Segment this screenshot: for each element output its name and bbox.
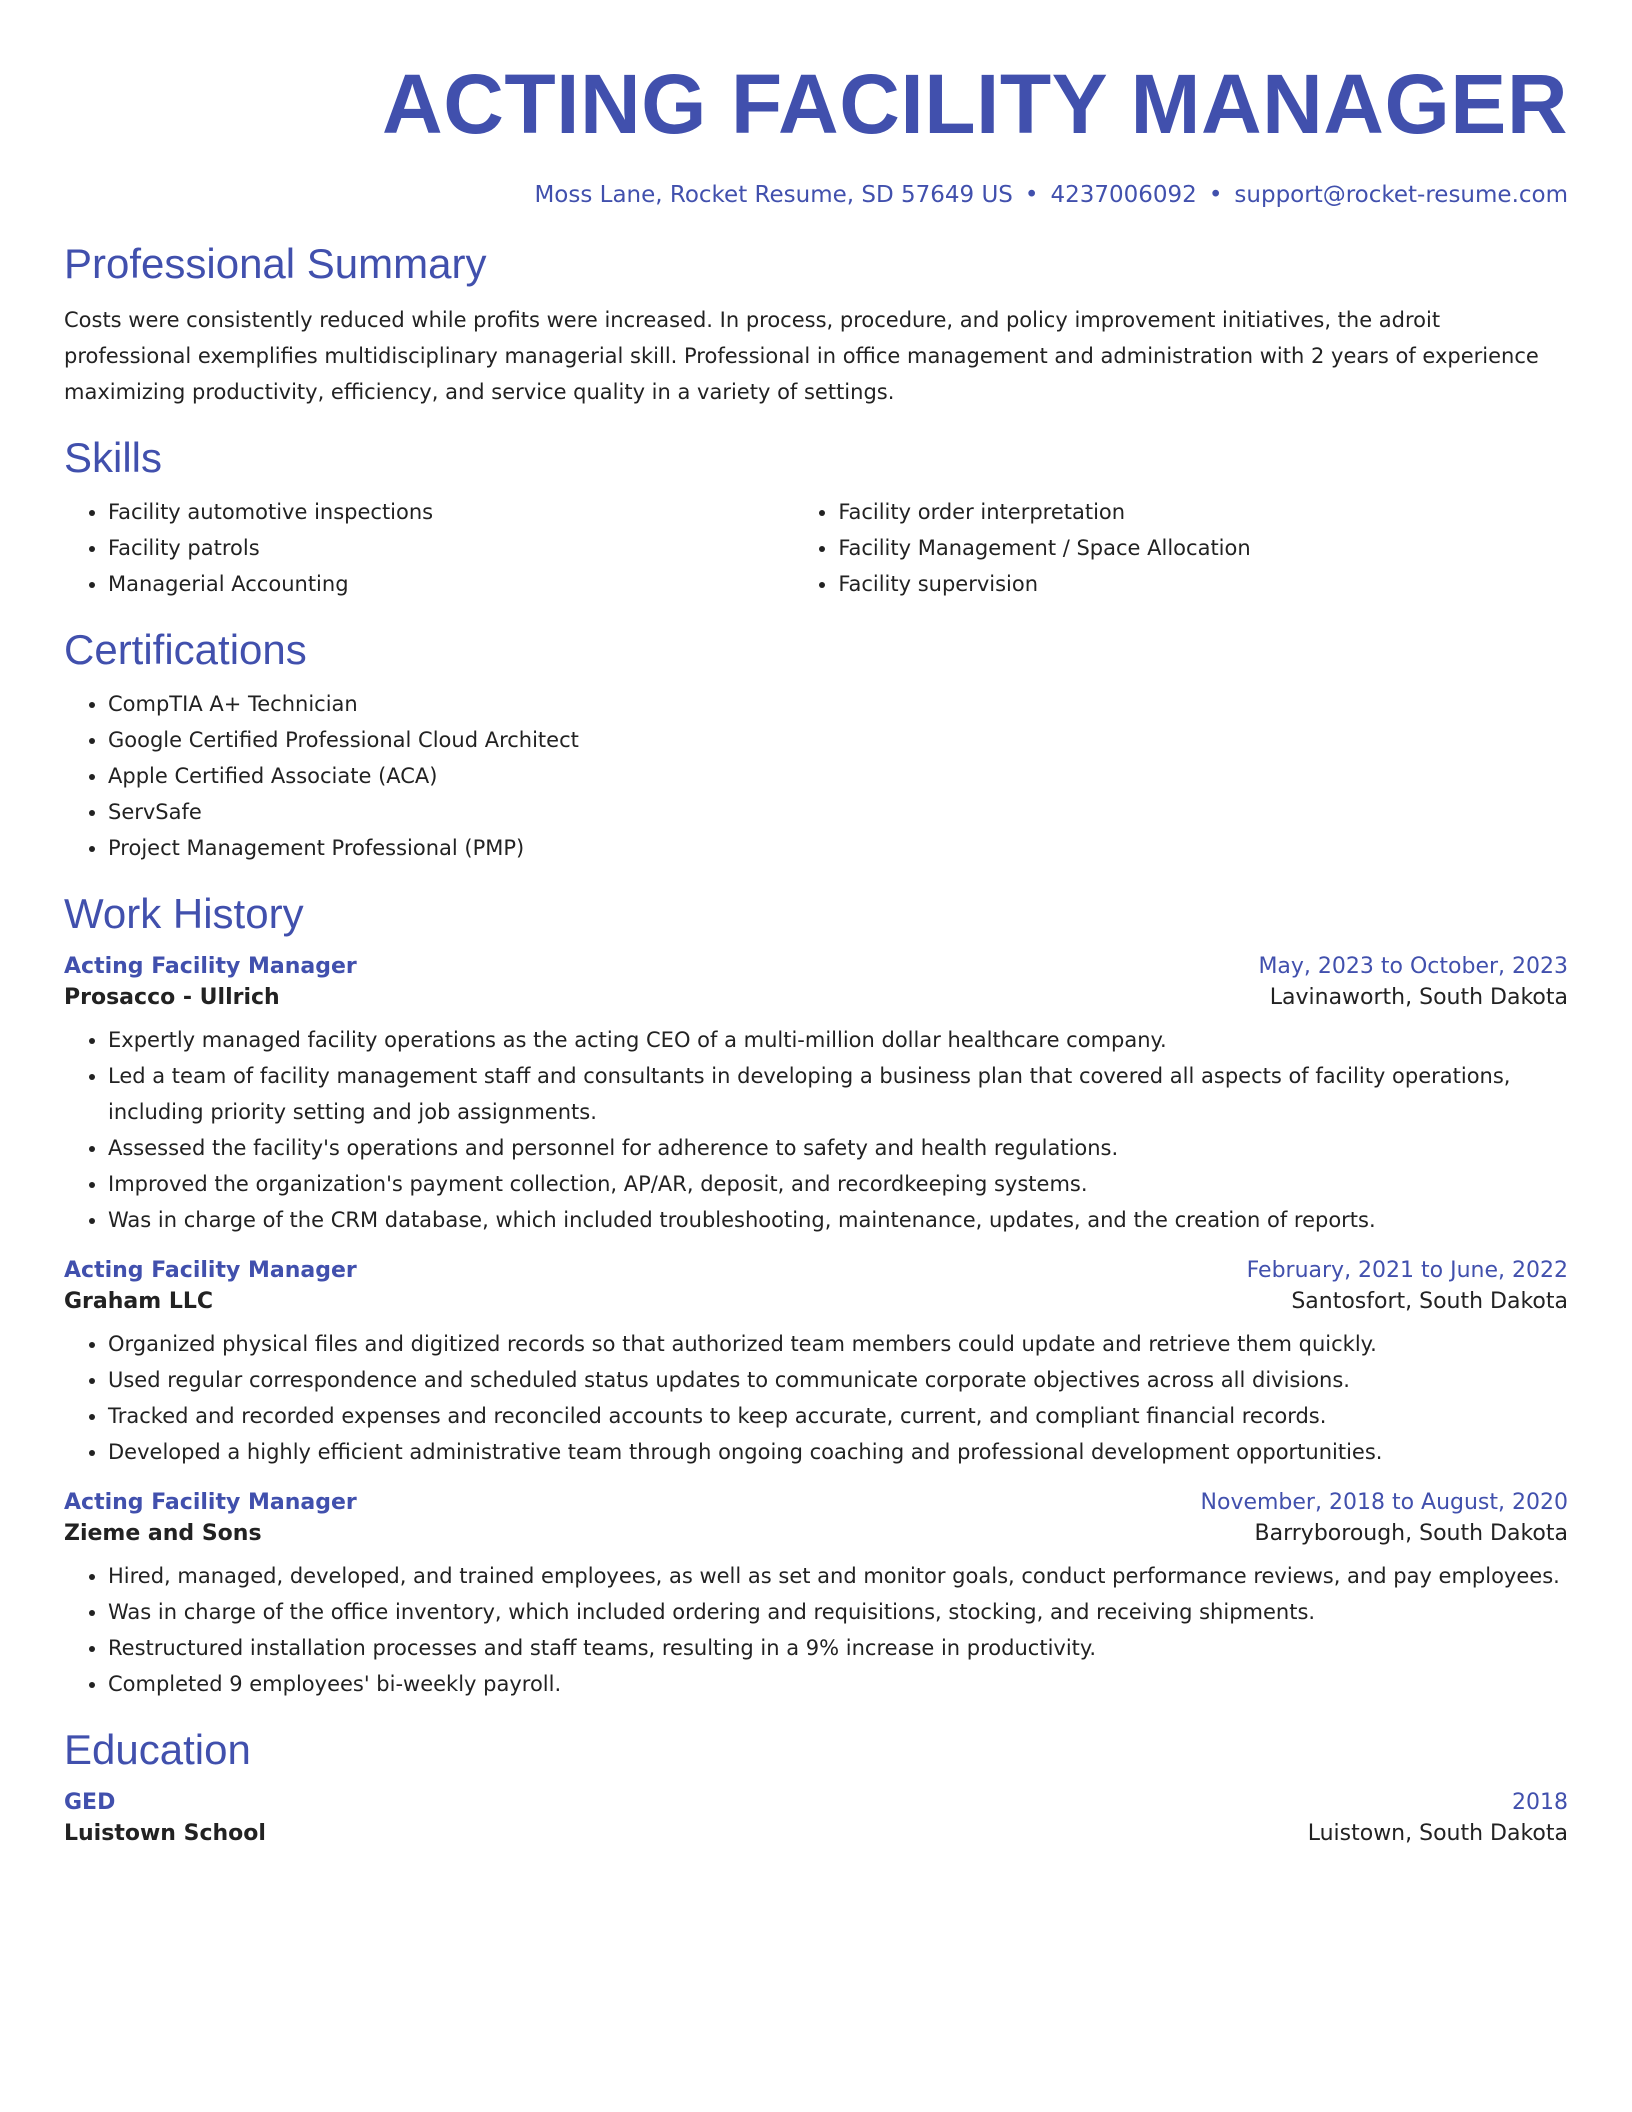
certification-item: • CompTIA A+ Technician bbox=[108, 686, 1568, 722]
education-section bbox=[64, 1724, 1568, 1846]
job-bullets bbox=[64, 1022, 1568, 1238]
work-history-section bbox=[64, 888, 1568, 1702]
education-entry bbox=[64, 1790, 1568, 1846]
separator-dot: • bbox=[1024, 182, 1039, 208]
job-title: Acting Facility Manager bbox=[64, 954, 357, 979]
job-bullet: • Expertly managed facility operations as the acting CEO of a multi-million dollar healthcare company. bbox=[108, 1022, 1568, 1058]
job-company-row bbox=[64, 1521, 1568, 1546]
skill-item: • Facility automotive inspections bbox=[108, 494, 794, 530]
skills-list-right bbox=[794, 494, 1568, 602]
school-name: Luistown School bbox=[64, 1821, 266, 1846]
education-degree-row bbox=[64, 1790, 1568, 1815]
job-title-row bbox=[64, 1258, 1568, 1283]
job-bullet: • Was in charge of the office inventory, which included ordering and requisitions, stocking, and receiving shipments. bbox=[108, 1594, 1568, 1630]
company-name: Graham LLC bbox=[64, 1289, 214, 1314]
skills-grid bbox=[64, 494, 1568, 602]
job-location: Lavinaworth, South Dakota bbox=[1269, 985, 1568, 1010]
resume-header bbox=[64, 56, 1568, 208]
skill-item: • Facility supervision bbox=[838, 566, 1568, 602]
job-dates: November, 2018 to August, 2020 bbox=[1200, 1490, 1568, 1515]
separator-dot: • bbox=[1208, 182, 1223, 208]
summary-section bbox=[64, 238, 1568, 410]
job-entry bbox=[64, 1490, 1568, 1702]
job-company-row bbox=[64, 1289, 1568, 1314]
job-location: Santosfort, South Dakota bbox=[1291, 1289, 1568, 1314]
email-link[interactable]: support@rocket-resume.com bbox=[1234, 182, 1568, 208]
job-entry bbox=[64, 954, 1568, 1238]
job-bullet: • Improved the organization's payment collection, AP/AR, deposit, and recordkeeping systems. bbox=[108, 1166, 1568, 1202]
contact-line bbox=[64, 182, 1568, 208]
skill-item: • Facility patrols bbox=[108, 530, 794, 566]
certification-item: • ServSafe bbox=[108, 794, 1568, 830]
summary-text: Costs were consistently reduced while profits were increased. In process, procedure, and policy improvement initiatives, the adroit professional exemplifies multidisciplinary managerial skill. Professional in office management and administration with 2 years of experience maximizing productivity, efficiency, and service quality in a variety of settings. bbox=[64, 308, 1539, 404]
job-bullet: • Organized physical files and digitized records so that authorized team members could update and retrieve them quickly. bbox=[108, 1326, 1568, 1362]
education-year: 2018 bbox=[1512, 1790, 1568, 1815]
education-school-row bbox=[64, 1821, 1568, 1846]
job-title-row bbox=[64, 1490, 1568, 1515]
job-title: Acting Facility Manager bbox=[64, 1490, 357, 1515]
job-dates: February, 2021 to June, 2022 bbox=[1246, 1258, 1568, 1283]
job-bullet: • Hired, managed, developed, and trained employees, as well as set and monitor goals, conduct performance reviews, and pay employees. bbox=[108, 1558, 1568, 1594]
skill-item: • Facility Management / Space Allocation bbox=[838, 530, 1568, 566]
job-bullet: • Assessed the facility's operations and personnel for adherence to safety and health regulations. bbox=[108, 1130, 1568, 1166]
skill-item: • Facility order interpretation bbox=[838, 494, 1568, 530]
company-name: Prosacco - Ullrich bbox=[64, 985, 280, 1010]
job-bullet: • Developed a highly efficient administrative team through ongoing coaching and professional development opportunities. bbox=[108, 1434, 1568, 1470]
company-name: Zieme and Sons bbox=[64, 1521, 262, 1546]
job-bullet: • Restructured installation processes and staff teams, resulting in a 9% increase in productivity. bbox=[108, 1630, 1568, 1666]
skills-list-left bbox=[64, 494, 794, 602]
job-bullets bbox=[64, 1326, 1568, 1470]
phone: 4237006092 bbox=[1050, 182, 1197, 208]
job-title-row bbox=[64, 954, 1568, 979]
job-title: Acting Facility Manager bbox=[64, 1258, 357, 1283]
section-title-work-history: Work History bbox=[64, 890, 304, 937]
job-bullets bbox=[64, 1558, 1568, 1702]
candidate-name: ACTING FACILITY MANAGER bbox=[382, 57, 1568, 151]
job-dates: May, 2023 to October, 2023 bbox=[1258, 954, 1568, 979]
job-bullet: • Was in charge of the CRM database, which included troubleshooting, maintenance, updates, and the creation of reports. bbox=[108, 1202, 1568, 1238]
section-title-education: Education bbox=[64, 1726, 251, 1773]
certification-item: • Apple Certified Associate (ACA) bbox=[108, 758, 1568, 794]
job-bullet: • Completed 9 employees' bi-weekly payroll. bbox=[108, 1666, 1568, 1702]
school-location: Luistown, South Dakota bbox=[1307, 1821, 1568, 1846]
certifications-list bbox=[64, 686, 1568, 866]
section-title-summary: Professional Summary bbox=[64, 240, 487, 287]
job-location: Barryborough, South Dakota bbox=[1254, 1521, 1568, 1546]
job-bullet: • Tracked and recorded expenses and reconciled accounts to keep accurate, current, and compliant financial records. bbox=[108, 1398, 1568, 1434]
skill-item: • Managerial Accounting bbox=[108, 566, 794, 602]
certification-item: • Google Certified Professional Cloud Architect bbox=[108, 722, 1568, 758]
job-company-row bbox=[64, 985, 1568, 1010]
section-title-certifications: Certifications bbox=[64, 626, 307, 673]
address: Moss Lane, Rocket Resume, SD 57649 US bbox=[534, 182, 1013, 208]
skills-section bbox=[64, 432, 1568, 602]
certifications-section bbox=[64, 624, 1568, 866]
section-title-skills: Skills bbox=[64, 434, 163, 481]
job-bullet: • Led a team of facility management staff and consultants in developing a business plan that covered all aspects of facility operations, including priority setting and job assignments. bbox=[108, 1058, 1568, 1130]
job-entry bbox=[64, 1258, 1568, 1470]
degree: GED bbox=[64, 1790, 116, 1815]
certification-item: • Project Management Professional (PMP) bbox=[108, 830, 1568, 866]
job-bullet: • Used regular correspondence and scheduled status updates to communicate corporate objectives across all divisions. bbox=[108, 1362, 1568, 1398]
